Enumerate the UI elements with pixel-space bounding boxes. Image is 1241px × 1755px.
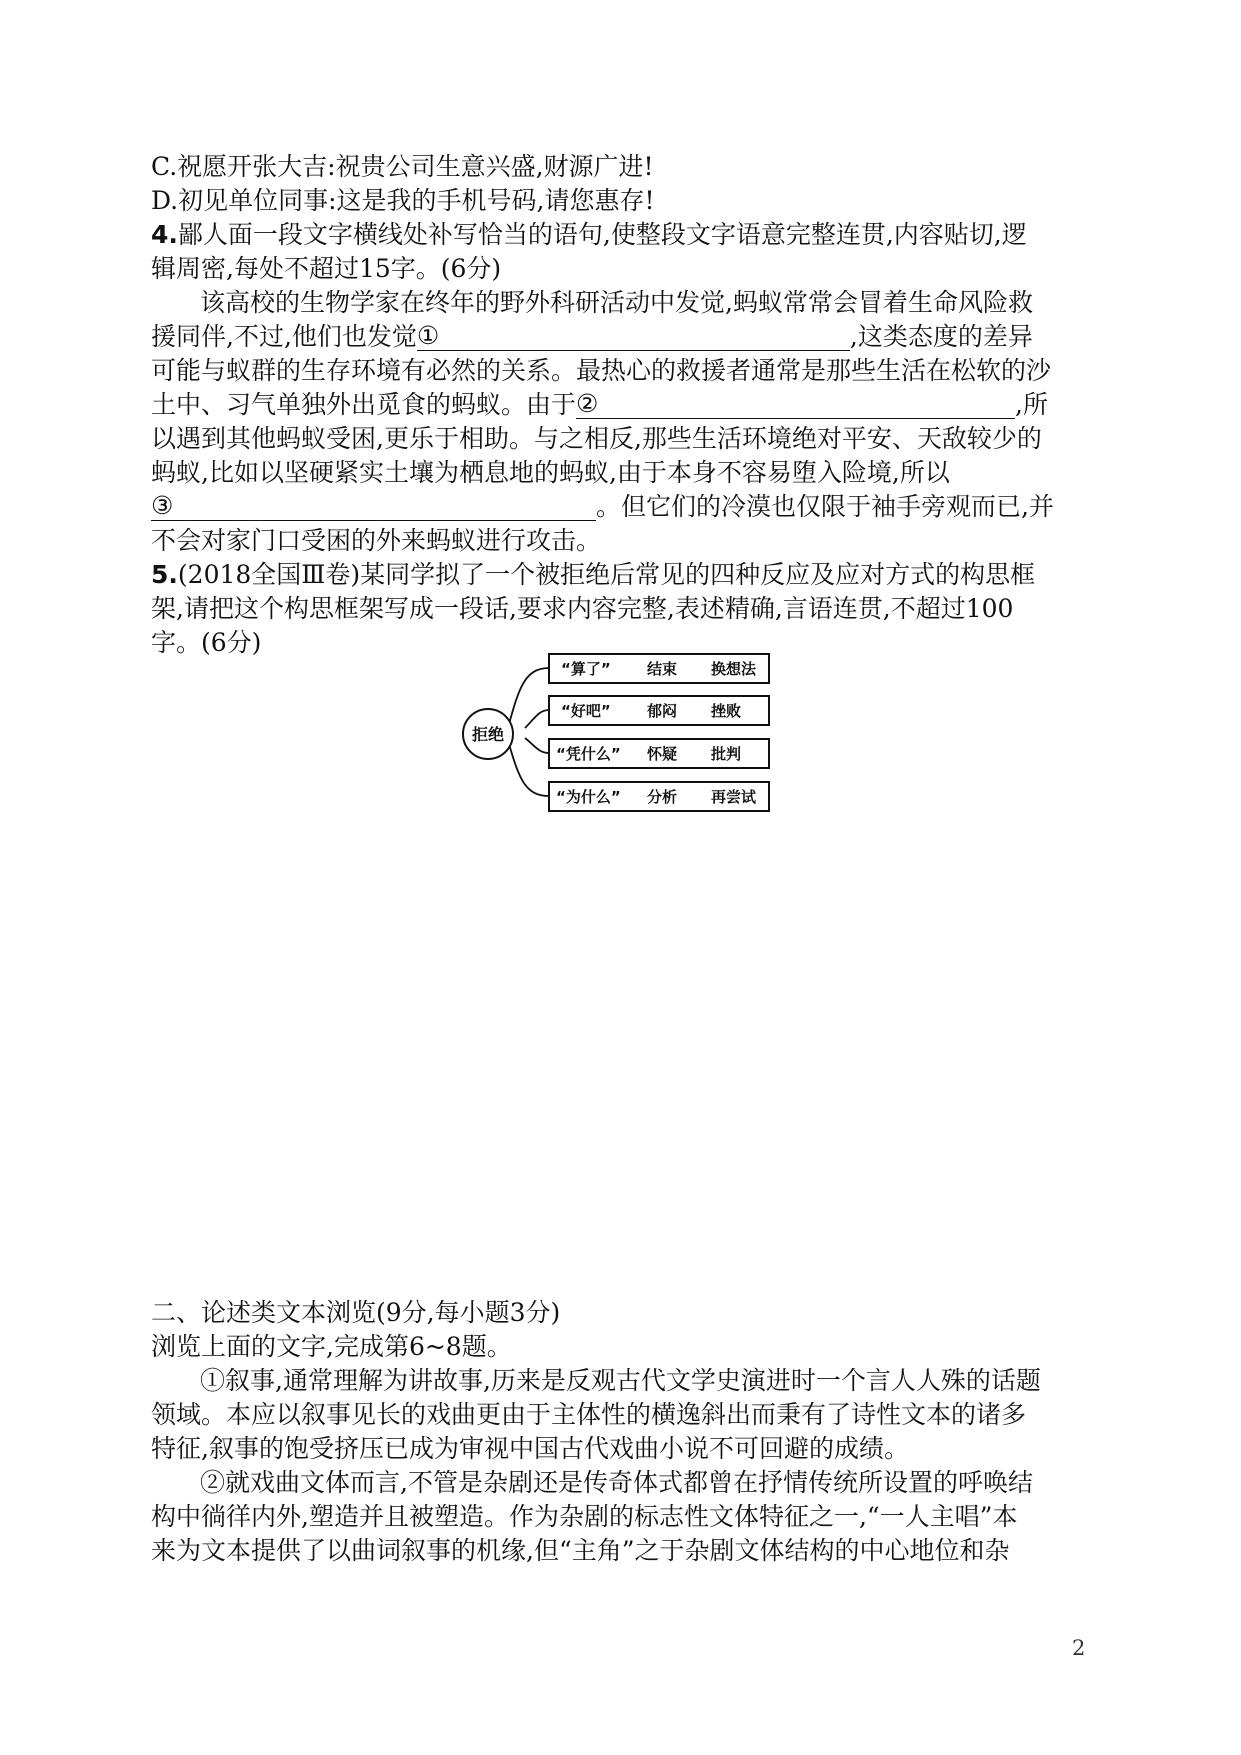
question-5-prompt-text: (2018全国Ⅲ卷)某同学拟了一个被拒绝后常见的四种反应及应对方式的构思框 bbox=[177, 560, 1036, 589]
section-2-heading: 二、论述类文本浏览(9分,每小题3分) bbox=[151, 1298, 561, 1327]
connector-row-1 bbox=[509, 668, 549, 724]
row-2-quote: “好吧” bbox=[561, 702, 611, 720]
rejection-framework-diagram bbox=[461, 648, 781, 818]
question-4-prompt-line-1 bbox=[151, 218, 1027, 252]
paragraph-2-line-1: ②就戏曲文体而言,不管是杂剧还是传奇体式都曾在抒情传统所设置的呼唤结 bbox=[200, 1468, 1033, 1497]
row-1-quote: “算了” bbox=[561, 660, 611, 678]
question-5-prompt-line-1 bbox=[151, 558, 1035, 592]
passage-line-2-tail: ,这类态度的差异 bbox=[849, 322, 1033, 351]
center-label: 拒绝 bbox=[471, 725, 505, 744]
passage-line-4 bbox=[151, 388, 1048, 422]
passage-line-2-text: 援同伴,不过,他们也发觉 bbox=[151, 322, 417, 351]
row-2-feeling: 郁闷 bbox=[647, 702, 678, 720]
row-4 bbox=[549, 782, 769, 811]
row-3-feeling: 怀疑 bbox=[647, 745, 678, 763]
question-5-prompt-line-2: 架,请把这个构思框架写成一段话,要求内容完整,表述精确,言语连贯,不超过100 bbox=[151, 594, 1014, 623]
passage-line-8: 不会对家门口受困的外来蚂蚁进行攻击。 bbox=[151, 526, 602, 555]
paragraph-2-line-2: 构中徜徉内外,塑造并且被塑造。作为杂剧的标志性文体特征之一,“一人主唱”本 bbox=[151, 1502, 1018, 1531]
question-5-number: 5. bbox=[151, 560, 178, 589]
blank-3-mark: ③ bbox=[151, 491, 174, 520]
blank-3[interactable] bbox=[151, 491, 596, 521]
passage-line-7 bbox=[151, 490, 1054, 524]
question-4-prompt-text: 鄙人面一段文字横线处补写恰当的语句,使整段文字语意完整连贯,内容贴切,逻 bbox=[177, 220, 1027, 249]
paragraph-2-line-3: 来为文本提供了以曲词叙事的机缘,但“主角”之于杂剧文体结构的中心地位和杂 bbox=[151, 1536, 1010, 1565]
blank-1[interactable] bbox=[416, 321, 850, 351]
paragraph-1-line-1: ①叙事,通常理解为讲故事,历来是反观古代文学史演进时一个言人人殊的话题 bbox=[200, 1366, 1041, 1395]
row-1-action: 换想法 bbox=[711, 660, 757, 678]
passage-line-7-tail: 。但它们的冷漠也仅限于袖手旁观而已,并 bbox=[596, 492, 1054, 521]
row-3-action: 批判 bbox=[711, 745, 742, 763]
blank-2-mark: ② bbox=[576, 389, 599, 418]
row-2-action: 挫败 bbox=[711, 702, 742, 720]
question-4-number: 4. bbox=[151, 220, 178, 249]
row-4-quote: “为什么” bbox=[556, 788, 621, 806]
paragraph-1-line-2: 领域。本应以叙事见长的戏曲更由于主体性的横逸斜出而秉有了诗性文本的诸多 bbox=[151, 1400, 1027, 1429]
row-4-feeling: 分析 bbox=[647, 788, 678, 806]
paragraph-1-line-3: 特征,叙事的饱受挤压已成为审视中国古代戏曲小说不可回避的成绩。 bbox=[151, 1434, 909, 1463]
row-1 bbox=[549, 654, 769, 683]
connector-row-3 bbox=[525, 738, 549, 753]
row-3-quote: “凭什么” bbox=[556, 745, 621, 763]
connector-lines bbox=[509, 668, 549, 796]
question-5-prompt-line-3: 字。(6分) bbox=[151, 628, 262, 657]
page-number: 2 bbox=[1072, 1636, 1086, 1660]
passage-line-6: 蚂蚁,比如以坚硬紧实土壤为栖息地的蚂蚁,由于本身不容易堕入险境,所以 bbox=[151, 458, 950, 487]
row-1-feeling: 结束 bbox=[647, 660, 678, 678]
blank-1-mark: ① bbox=[416, 321, 440, 350]
question-4-prompt-line-2: 辑周密,每处不超过15字。(6分) bbox=[151, 254, 502, 283]
row-4-action: 再尝试 bbox=[711, 788, 757, 806]
passage-line-4-tail: ,所 bbox=[1015, 390, 1048, 419]
connector-row-2 bbox=[525, 710, 549, 728]
passage-line-4-text: 土中、习气单独外出觅食的蚂蚁。由于 bbox=[151, 390, 577, 419]
section-2-instruction: 浏览上面的文字,完成第6~8题。 bbox=[151, 1332, 512, 1361]
passage-line-5: 以遇到其他蚂蚁受困,更乐于相助。与之相反,那些生活环境绝对平安、天敌较少的 bbox=[151, 424, 1042, 453]
passage-line-1: 该高校的生物学家在终年的野外科研活动中发觉,蚂蚁常常会冒着生命风险救 bbox=[200, 288, 1033, 317]
option-d: D.初见单位同事:这是我的手机号码,请您惠存! bbox=[151, 186, 655, 215]
row-2 bbox=[549, 696, 769, 725]
option-c: C.祝愿开张大吉:祝贵公司生意兴盛,财源广进! bbox=[151, 152, 654, 181]
row-3 bbox=[549, 739, 769, 768]
passage-line-3: 可能与蚁群的生存环境有必然的关系。最热心的救援者通常是那些生活在松软的沙 bbox=[151, 356, 1052, 385]
blank-2[interactable] bbox=[576, 389, 1015, 419]
passage-line-2 bbox=[151, 320, 1033, 354]
